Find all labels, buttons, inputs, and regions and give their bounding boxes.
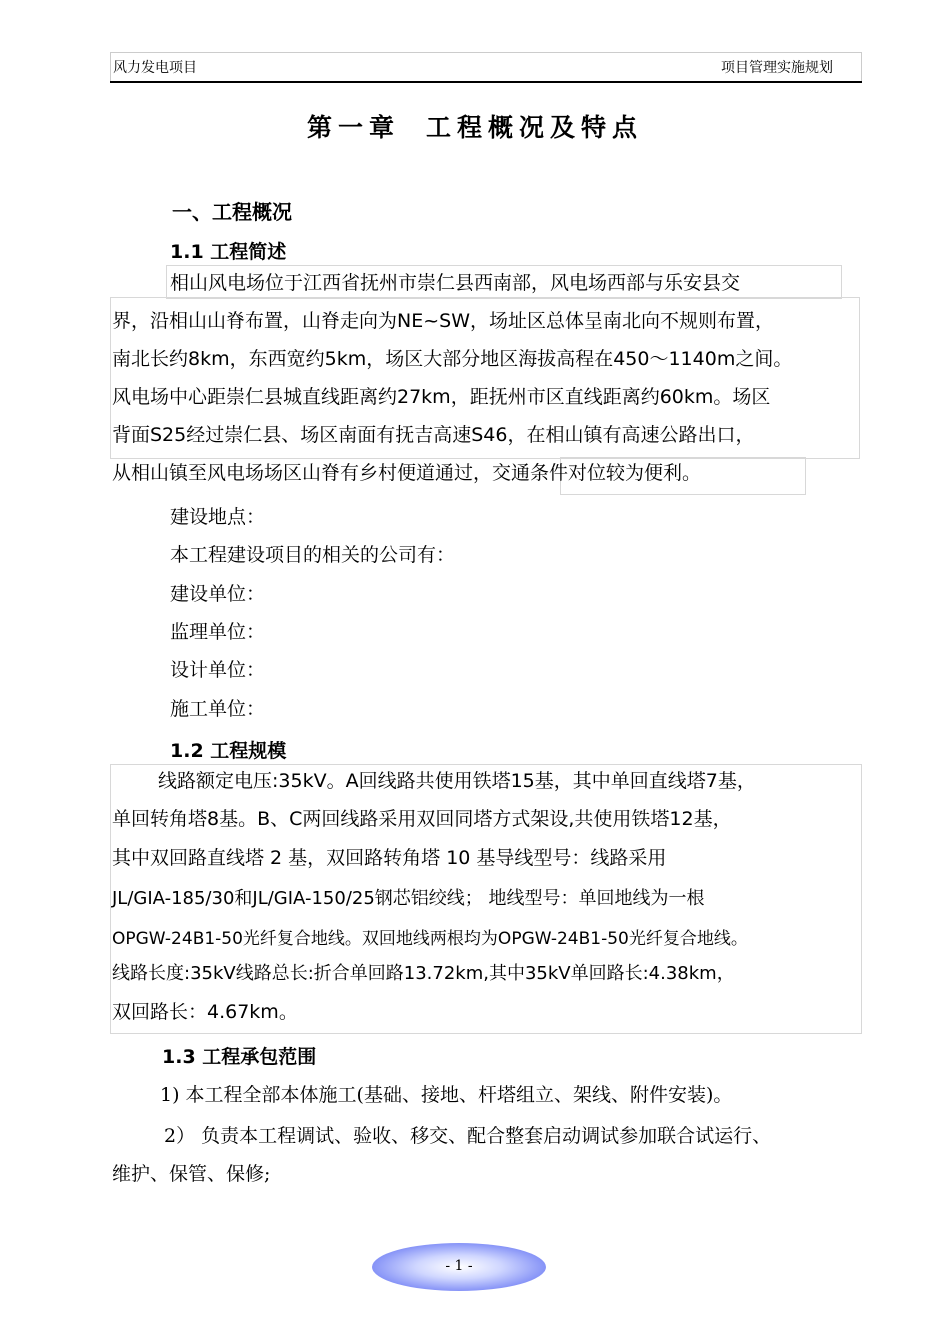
section-heading: 一、工程概况 [172, 200, 292, 224]
paragraph-line: OPGW-24B1-50光纤复合地线。双回地线两根均为OPGW-24B1-50光纤复合地线。 [112, 929, 748, 949]
page-number: - 1 - [445, 1258, 473, 1274]
header-left-text: 风力发电项目 [113, 60, 197, 76]
related-companies: 本工程建设项目的相关的公司有： [170, 544, 456, 566]
paragraph-line: 从相山镇至风电场场区山脊有乡村便道通过，交通条件对位较为便利。 [112, 462, 702, 484]
paragraph-line: JL/GIA-185/30和JL/GIA-150/25钢芯铝绞线； 地线型号：单回地线为一根 [112, 888, 705, 909]
subsection-heading-1-1: 1.1 工程简述 [170, 241, 287, 263]
supervision-unit: 监理单位： [170, 621, 266, 643]
paragraph-line: 单回转角塔8基。B、C两回线路采用双回同塔方式架设,共使用铁塔12基， [112, 808, 732, 830]
paragraph-line: 相山风电场位于江西省抚州市崇仁县西南部，风电场西部与乐安县交 [170, 272, 741, 294]
paragraph-line: 双回路长：4.67km。 [112, 1001, 298, 1023]
subsection-heading-1-2: 1.2 工程规模 [170, 740, 287, 762]
paragraph-line: 南北长约8km，东西宽约5km，场区大部分地区海拔高程在450～1140m之间。 [112, 348, 793, 370]
page-header [110, 52, 862, 81]
chapter-title [0, 108, 950, 144]
paragraph-line: 其中双回路直线塔 2 基，双回路转角塔 10 基导线型号：线路采用 [112, 847, 667, 869]
subsection-heading-1-3: 1.3 工程承包范围 [162, 1046, 317, 1068]
paragraph-line: 线路长度:35kV线路总长:折合单回路13.72km,其中35kV单回路长:4.38km， [112, 963, 735, 984]
header-right-text: 项目管理实施规划 [721, 60, 833, 76]
construction-location: 建设地点： [170, 506, 266, 528]
scope-item-2: 2） 负责本工程调试、验收、移交、配合整套启动调试参加联合试运行、 [164, 1125, 772, 1147]
chapter-name: 工程概况及特点 [426, 113, 644, 142]
paragraph-line: 线路额定电压:35kV。A回线路共使用铁塔15基，其中单回直线塔7基， [158, 770, 756, 792]
paragraph-line: 背面S25经过崇仁县、场区南面有抚吉高速S46，在相山镇有高速公路出口， [112, 424, 755, 446]
paragraph-line: 界，沿相山山脊布置，山脊走向为NE~SW，场址区总体呈南北向不规则布置， [112, 310, 774, 332]
chapter-number: 第一章 [306, 113, 400, 142]
owner-unit: 建设单位： [170, 583, 266, 605]
scope-item-2-continued: 维护、保管、保修; [112, 1163, 271, 1185]
paragraph-line: 风电场中心距崇仁县城直线距离约27km，距抚州市区直线距离约60km。场区 [112, 386, 771, 408]
construction-unit: 施工单位： [170, 698, 266, 720]
header-rule [110, 81, 862, 83]
design-unit: 设计单位： [170, 659, 266, 681]
scope-item-1: 1) 本工程全部本体施工(基础、接地、杆塔组立、架线、附件安装)。 [160, 1084, 733, 1106]
